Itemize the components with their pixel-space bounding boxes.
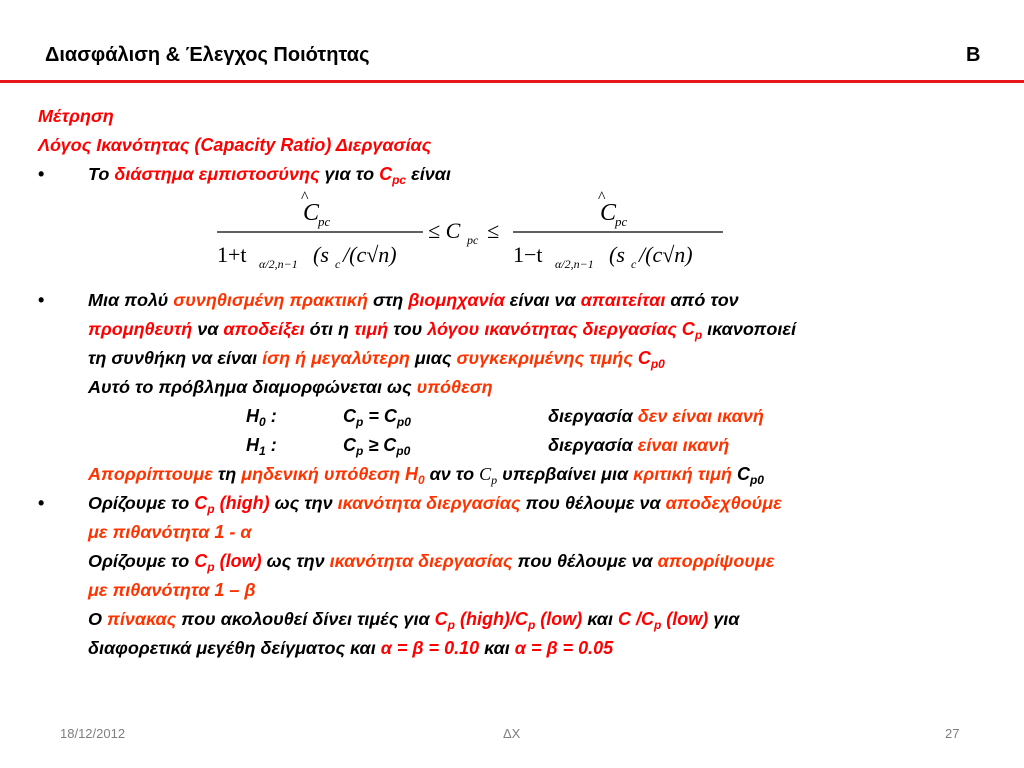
- lhs-denominator-sub2: c: [335, 257, 341, 271]
- lhs-denominator-rest: (s: [313, 242, 329, 267]
- footer-page-number: 27: [945, 726, 960, 741]
- bullet-marker: •: [38, 290, 45, 310]
- formula-middle-op: ≤: [487, 218, 500, 243]
- rhs-denominator-rest: (s: [609, 242, 625, 267]
- footer-date: 18/12/2012: [60, 726, 126, 741]
- lhs-numerator-sub: pc: [318, 214, 331, 229]
- hypothesis-h1: $H_1$ : $C_p \ge C_{p0}$ διεργασία είναι ικανή: [246, 435, 730, 458]
- section-subtitle: Λόγος Ικανότητας (Capacity Ratio) Διεργασίας: [38, 135, 432, 155]
- rhs-denominator: 1−t: [513, 242, 543, 267]
- rhs-denominator-sub2: c: [631, 257, 637, 271]
- slide-title: Διασφάλιση & Έλεγχος Ποιότητας: [45, 44, 370, 66]
- footer-author: ΔΧ: [503, 726, 521, 741]
- bullet-2-line-2: προμηθευτή να αποδείξει ότι η τιμή του λόγου ικανότητας διεργασίας $C_p$ ικανοποιεί: [88, 319, 796, 342]
- header-divider: [0, 80, 1024, 83]
- hat-glyph: ^: [598, 189, 606, 206]
- rhs-denominator-rest2: /(c√n): [639, 242, 693, 267]
- hat-glyph: ^: [301, 189, 309, 206]
- bullet-2-line-1: • Μια πολύ συνηθισμένη πρακτική στη βιομηχανία είναι να απαιτείται από τον: [38, 286, 998, 315]
- bullet-3-line-1: • Ορίζουμε το $C_p$ (high) ως την ικανότητα διεργασίας που θέλουμε να αποδεχθούμε: [38, 489, 998, 518]
- bullet-marker: •: [38, 493, 45, 513]
- bullet-marker: •: [38, 164, 45, 184]
- rhs-denominator-sub: α/2,n−1: [555, 257, 594, 271]
- lhs-denominator: 1+t: [217, 242, 247, 267]
- hypothesis-h0: $H_0$ : $C_p = C_{p0}$ διεργασία δεν είναι ικανή: [246, 406, 764, 429]
- section-heading: Μέτρηση: [38, 106, 114, 126]
- slide-content: [38, 102, 998, 189]
- bullet-1-text: Το διάστημα εμπιστοσύνης για το $C_{pc}$ είναι: [88, 164, 451, 187]
- formula-middle-sub: pc: [467, 233, 479, 247]
- bullet-2-line-4: Αυτό το πρόβλημα διαμορφώνεται ως υπόθεση: [88, 377, 493, 397]
- bullet-3-line-3: Ορίζουμε το $C_p$ (low) ως την ικανότητα διεργασίας που θέλουμε να απορρίψουμε: [88, 551, 775, 574]
- bullet-3-line-2: με πιθανότητα 1 - α: [88, 522, 252, 542]
- bullet-3-line-5: Ο πίνακας που ακολουθεί δίνει τιμές για $C_p$ $(high)/C_p$ (low) και C $/C_p$ (low) για: [88, 609, 740, 632]
- slide-section-letter: B: [966, 44, 981, 66]
- confidence-interval-formula: [215, 188, 735, 278]
- slide-content-lower: [38, 286, 998, 663]
- bullet-2-line-5: Απορρίπτουμε τη μηδενική υπόθεση $H_0$ αν το $C_p$ υπερβαίνει μια κριτική τιμή $C_{p0}$: [88, 464, 764, 487]
- bullet-2-line-3: τη συνθήκη να είναι ίση ή μεγαλύτερη μιας συγκεκριμένης τιμής $C_{p0}$: [88, 348, 665, 371]
- bullet-1: [38, 160, 998, 189]
- lhs-denominator-rest2: /(c√n): [343, 242, 397, 267]
- bullet-3-line-6: διαφορετικά μεγέθη δείγματος και α = β = 0.10 και α = β = 0.05: [88, 638, 614, 658]
- rhs-numerator-sub: pc: [615, 214, 628, 229]
- lhs-denominator-sub: α/2,n−1: [259, 257, 298, 271]
- lhs-numerator: C: [303, 200, 320, 226]
- rhs-numerator: C: [600, 200, 617, 226]
- formula-middle: ≤ C: [428, 218, 461, 243]
- bullet-3-line-4: με πιθανότητα 1 – β: [88, 580, 256, 600]
